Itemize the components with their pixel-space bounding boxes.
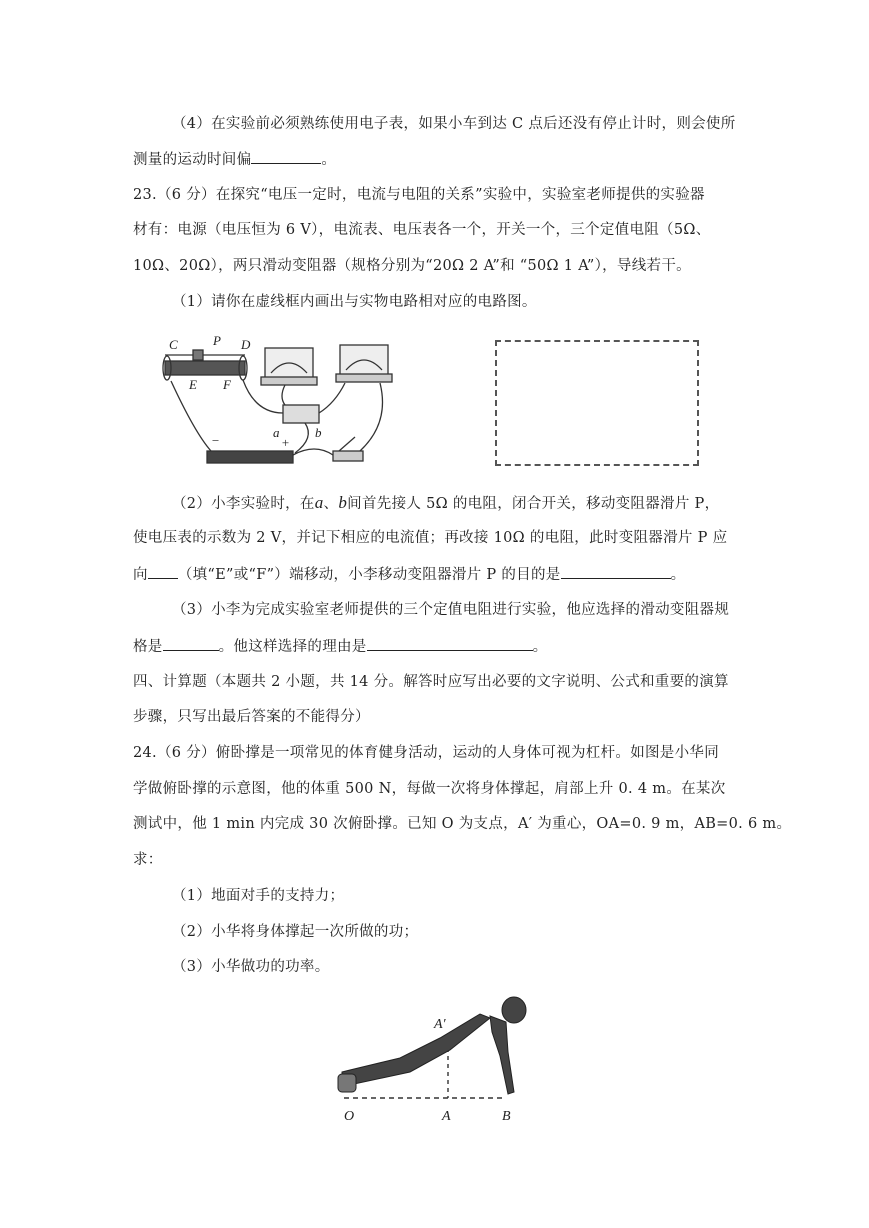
- section4-title-line1: 四、计算题（本题共 2 小题，共 14 分。解答时应写出必要的文字说明、公式和重要的演算: [133, 674, 729, 690]
- q24-sub1: （1）地面对手的支持力；: [172, 888, 345, 904]
- q23-sub2-text-e: （填“E”或“F”）端移动，小李移动变阻器滑片 P 的目的是: [177, 567, 561, 583]
- q23-sub3-line1: （3）小李为完成实验室老师提供的三个定值电阻进行实验，他应选择的滑动变阻器规: [172, 602, 730, 618]
- label-B: B: [502, 1109, 511, 1124]
- label-F: F: [223, 377, 231, 392]
- q23-sub3-text-b: 。他这样选择的理由是: [218, 639, 367, 655]
- label-E: E: [189, 377, 197, 392]
- label-plus: +: [281, 435, 290, 450]
- answer-blank-direction[interactable]: [148, 564, 178, 579]
- q23-sub2-line2: 使电压表的示数为 2 V，并记下相应的电流值；再改接 10Ω 的电阻，此时变阻器滑片 P 应: [133, 530, 728, 546]
- q22-part4-line2: [133, 149, 336, 170]
- q23-stem-line2: 材有：电源（电压恒为 6 V），电流表、电压表各一个，开关一个，三个定值电阻（5Ω、: [133, 222, 711, 238]
- q23-sub2-text-a: （2）小李实验时，在: [172, 496, 315, 512]
- q23-sub3-text-a: 格是: [133, 639, 163, 655]
- q23-sub3-text-c: 。: [532, 639, 548, 655]
- q24-sub3: （3）小华做功的功率。: [172, 959, 330, 975]
- label-A-prime: A′: [434, 1017, 446, 1032]
- var-a: a: [314, 493, 324, 512]
- q23-stem-line1: 23.（6 分）在探究“电压一定时，电流与电阻的关系”实验中，实验室老师提供的实验器: [133, 187, 705, 203]
- q23-sub2-text-f: 。: [670, 567, 686, 583]
- q23-stem-line3: 10Ω、20Ω），两只滑动变阻器（规格分别为“20Ω 2 A”和 “50Ω 1 A”），导线若干。: [133, 258, 691, 274]
- label-O: O: [344, 1109, 355, 1124]
- q23-sub3-line2: [133, 636, 547, 657]
- q23-sub2-line1: [172, 493, 719, 514]
- circuit-diagram-answer-box[interactable]: [495, 340, 699, 466]
- q24-stem-line1: 24.（6 分）俯卧撑是一项常见的体育健身活动，运动的人身体可视为杠杆。如图是小华同: [133, 745, 719, 761]
- q22-part4-text: 测量的运动时间偏: [133, 152, 252, 168]
- var-b: b: [338, 493, 348, 512]
- label-minus: −: [211, 433, 220, 448]
- label-a: a: [273, 425, 280, 440]
- q22-part4-end: 。: [321, 152, 337, 168]
- q24-sub2: （2）小华将身体撑起一次所做的功；: [172, 924, 419, 940]
- answer-blank[interactable]: [251, 149, 321, 164]
- pushup-figure: [330, 992, 550, 1127]
- q23-sub2-text-c: 间首先接人 5Ω 的电阻，闭合开关，移动变阻器滑片 P，: [347, 496, 720, 512]
- label-C: C: [169, 337, 178, 352]
- label-b: b: [315, 425, 322, 440]
- q24-stem-line4: 求：: [133, 852, 163, 868]
- section4-title-line2: 步骤，只写出最后答案的不能得分）: [133, 709, 370, 725]
- q23-sub2-line3: [133, 564, 685, 585]
- label-A: A: [442, 1109, 451, 1124]
- q23-sub2-text-b: 、: [323, 496, 339, 512]
- label-D: D: [241, 337, 251, 352]
- q23-sub1: （1）请你在虚线框内画出与实物电路相对应的电路图。: [172, 294, 537, 310]
- q24-stem-line3: 测试中，他 1 min 内完成 30 次俯卧撑。已知 O 为支点，A′ 为重心，OA=0. 9 m，AB=0. 6 m。: [133, 816, 792, 832]
- answer-blank-spec[interactable]: [163, 636, 219, 651]
- circuit-figure: [155, 333, 415, 473]
- label-P: P: [213, 333, 221, 348]
- q22-part4-line1: （4）在实验前必须熟练使用电子表，如果小车到达 C 点后还没有停止计时，则会使所: [172, 116, 736, 132]
- answer-blank-purpose[interactable]: [561, 564, 671, 579]
- answer-blank-reason[interactable]: [367, 636, 533, 651]
- circuit-drawing: [155, 333, 415, 473]
- q24-stem-line2: 学做俯卧撑的示意图，他的体重 500 N，每做一次将身体撑起，肩部上升 0. 4 m。在某次: [133, 781, 726, 797]
- q23-sub2-text-d: 向: [133, 567, 148, 583]
- pushup-drawing: [330, 992, 550, 1127]
